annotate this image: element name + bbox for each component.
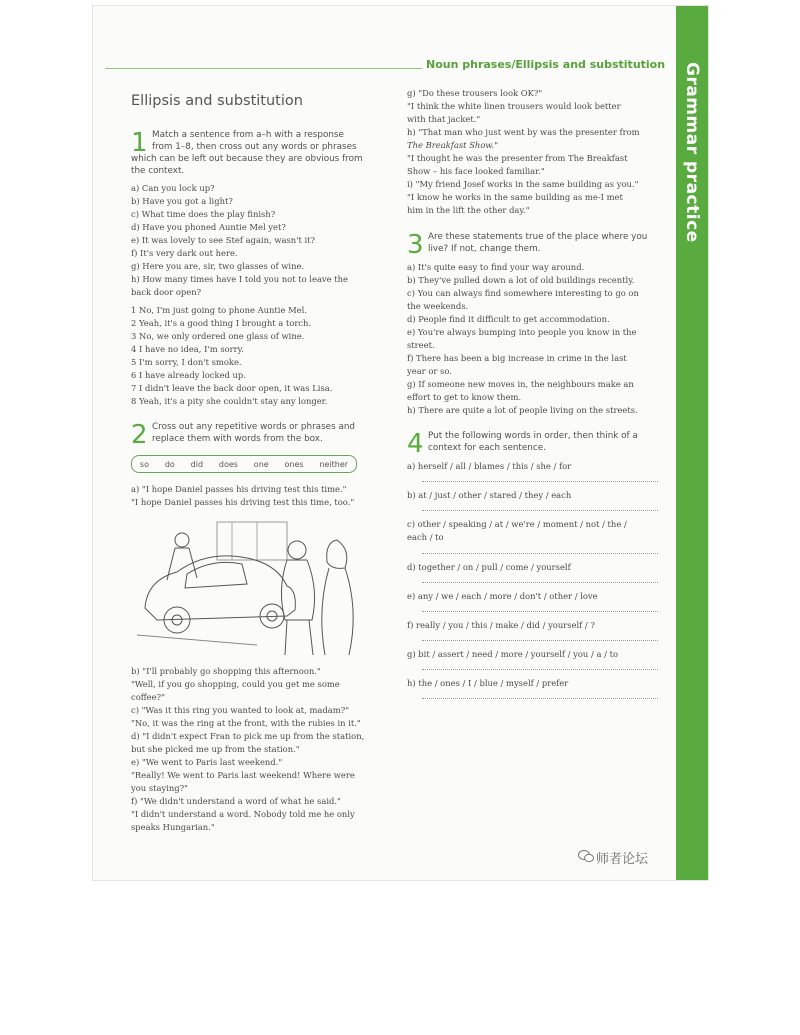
list-item: d) "I didn't expect Fran to pick me up from the station, bbox=[131, 731, 365, 741]
ex2-instruction-line: replace them with words from the box. bbox=[152, 434, 323, 444]
list-item: Show – his face looked familiar." bbox=[407, 166, 545, 176]
answer-line[interactable] bbox=[422, 481, 658, 482]
list-item: b) Have you got a light? bbox=[131, 196, 233, 206]
list-item: speaks Hungarian." bbox=[131, 822, 215, 832]
list-item: b) "I'll probably go shopping this afternoon." bbox=[131, 666, 321, 676]
answer-line[interactable] bbox=[422, 510, 658, 511]
list-item: street. bbox=[407, 340, 435, 350]
list-item: c) You can always find somewhere interesting to go on bbox=[407, 288, 639, 298]
list-item: e) any / we / each / more / don't / other / love bbox=[407, 591, 598, 601]
page-heading: Ellipsis and substitution bbox=[131, 93, 303, 109]
answer-line[interactable] bbox=[422, 698, 658, 699]
answer-line[interactable] bbox=[422, 553, 658, 554]
box-word: do bbox=[164, 459, 175, 469]
answer-line[interactable] bbox=[422, 669, 658, 670]
list-item: each / to bbox=[407, 532, 444, 542]
list-item: c) What time does the play finish? bbox=[131, 209, 276, 219]
ex3-instruction-line: Are these statements true of the place where you bbox=[428, 232, 648, 242]
list-item: the weekends. bbox=[407, 301, 469, 311]
box-word: so bbox=[139, 459, 149, 469]
box-word: one bbox=[253, 459, 269, 469]
list-item: a) It's quite easy to find your way around. bbox=[407, 262, 585, 272]
section-tab bbox=[676, 6, 708, 880]
ex2-instruction-line: Cross out any repetitive words or phrases and bbox=[152, 422, 356, 432]
box-word: does bbox=[218, 459, 238, 469]
word-box bbox=[131, 455, 357, 473]
list-item: a) herself / all / blames / this / she / for bbox=[407, 461, 572, 471]
list-item: i) "My friend Josef works in the same building as you." bbox=[407, 179, 639, 189]
illustration bbox=[137, 520, 367, 660]
ex4-instruction-line: context for each sentence. bbox=[428, 443, 546, 453]
list-item: d) together / on / pull / come / yourself bbox=[407, 562, 571, 572]
list-item: you staying?" bbox=[131, 783, 188, 793]
list-item: with that jacket." bbox=[407, 114, 481, 124]
ex3-items bbox=[407, 261, 639, 417]
list-item: 6 I have already locked up. bbox=[131, 370, 246, 380]
ex1-responses bbox=[131, 304, 332, 408]
list-item: back door open? bbox=[131, 287, 202, 297]
list-item: e) You're always bumping into people you know in the bbox=[407, 327, 637, 337]
list-item: f) There has been a big increase in crime in the last bbox=[407, 353, 627, 363]
list-item: 2 Yeah, it's a good thing I brought a torch. bbox=[131, 318, 312, 328]
wechat-icon bbox=[578, 849, 594, 863]
answer-line[interactable] bbox=[422, 582, 658, 583]
list-item: 1 No, I'm just going to phone Auntie Mel. bbox=[131, 305, 307, 315]
list-item: The Breakfast Show." bbox=[407, 140, 499, 150]
ex1-instruction-line: from 1–8, then cross out any words or phrases bbox=[152, 142, 357, 152]
ex3-instruction-line: live? If not, change them. bbox=[428, 244, 541, 254]
exercise-number-2: 2 bbox=[131, 420, 148, 450]
list-item: e) It was lovely to see Stef again, wasn't it? bbox=[131, 235, 316, 245]
list-item: g) If someone new moves in, the neighbours make an bbox=[407, 379, 634, 389]
list-item: h) "That man who just went by was the presenter from bbox=[407, 127, 640, 137]
answer-line[interactable] bbox=[422, 640, 658, 641]
list-item: 4 I have no idea, I'm sorry. bbox=[131, 344, 244, 354]
list-item: "I think the white linen trousers would look better bbox=[407, 101, 621, 111]
list-item: g) "Do these trousers look OK?" bbox=[407, 88, 543, 98]
list-item: 5 I'm sorry, I don't smoke. bbox=[131, 357, 242, 367]
list-item: but she picked me up from the station." bbox=[131, 744, 300, 754]
list-item: d) People find it difficult to get accommodation. bbox=[407, 314, 610, 324]
list-item: e) "We went to Paris last weekend." bbox=[131, 757, 283, 767]
list-item: 7 I didn't leave the back door open, it was Lisa. bbox=[131, 383, 333, 393]
section-title: Noun phrases/Ellipsis and substitution bbox=[422, 58, 669, 71]
ex1-instruction-line: which can be left out because they are obvious from bbox=[131, 154, 363, 164]
ex2-right-items bbox=[407, 87, 640, 217]
list-item: year or so. bbox=[407, 366, 452, 376]
list-item: "I didn't understand a word. Nobody told me he only bbox=[131, 809, 355, 819]
ex4-instruction-line: Put the following words in order, then think of a bbox=[428, 431, 638, 441]
tab-label: Grammar practice bbox=[682, 62, 702, 243]
list-item: "I thought he was the presenter from The Breakfast bbox=[407, 153, 628, 163]
list-item: f) "We didn't understand a word of what he said." bbox=[131, 796, 341, 806]
list-item: "I know he works in the same building as me-I met bbox=[407, 192, 623, 202]
list-item: f) really / you / this / make / did / yourself / ? bbox=[407, 620, 595, 630]
list-item: "Well, if you go shopping, could you get me some bbox=[131, 679, 340, 689]
list-item: him in the lift the other day." bbox=[407, 205, 530, 215]
watermark: 师者论坛 bbox=[596, 852, 649, 867]
box-word: neither bbox=[319, 459, 349, 469]
exercise-number-1: 1 bbox=[131, 128, 148, 158]
ex2-example bbox=[131, 483, 354, 509]
list-item: h) There are quite a lot of people living on the streets. bbox=[407, 405, 638, 415]
ex1-instruction-line: the context. bbox=[131, 166, 185, 176]
list-item: a) "I hope Daniel passes his driving test this time." bbox=[131, 484, 347, 494]
exercise-number-4: 4 bbox=[407, 429, 424, 459]
list-item: g) Here you are, sir, two glasses of wine. bbox=[131, 261, 305, 271]
answer-line[interactable] bbox=[422, 611, 658, 612]
list-item: effort to get to know them. bbox=[407, 392, 522, 402]
list-item: b) They've pulled down a lot of old buildings recently. bbox=[407, 275, 635, 285]
ex2-items bbox=[131, 665, 364, 834]
list-item: d) Have you phoned Auntie Mel yet? bbox=[131, 222, 286, 232]
exercise-number-3: 3 bbox=[407, 230, 424, 260]
list-item: a) Can you lock up? bbox=[131, 183, 215, 193]
list-item: "Really! We went to Paris last weekend! Where were bbox=[131, 770, 355, 780]
list-item: g) bit / assert / need / more / yourself / you / a / to bbox=[407, 649, 619, 659]
list-item: f) It's very dark out here. bbox=[131, 248, 238, 258]
list-item: h) the / ones / I / blue / myself / prefer bbox=[407, 678, 569, 688]
list-item: c) other / speaking / at / we're / moment / not / the / bbox=[407, 519, 627, 529]
list-item: 3 No, we only ordered one glass of wine. bbox=[131, 331, 305, 341]
box-word: did bbox=[190, 459, 204, 469]
list-item: 8 Yeah, it's a pity she couldn't stay any longer. bbox=[131, 396, 328, 406]
list-item: coffee?" bbox=[131, 692, 165, 702]
list-item: "No, it was the ring at the front, with the rubies in it." bbox=[131, 718, 361, 728]
ex1-instruction-line: Match a sentence from a–h with a response bbox=[152, 130, 344, 140]
box-word: ones bbox=[284, 459, 304, 469]
list-item: h) How many times have I told you not to leave the bbox=[131, 274, 348, 284]
list-item: "I hope Daniel passes his driving test this time, too." bbox=[131, 497, 355, 507]
list-item: c) "Was it this ring you wanted to look at, madam?" bbox=[131, 705, 350, 715]
list-item: b) at / just / other / stared / they / each bbox=[407, 490, 572, 500]
ex1-prompts bbox=[131, 182, 348, 299]
